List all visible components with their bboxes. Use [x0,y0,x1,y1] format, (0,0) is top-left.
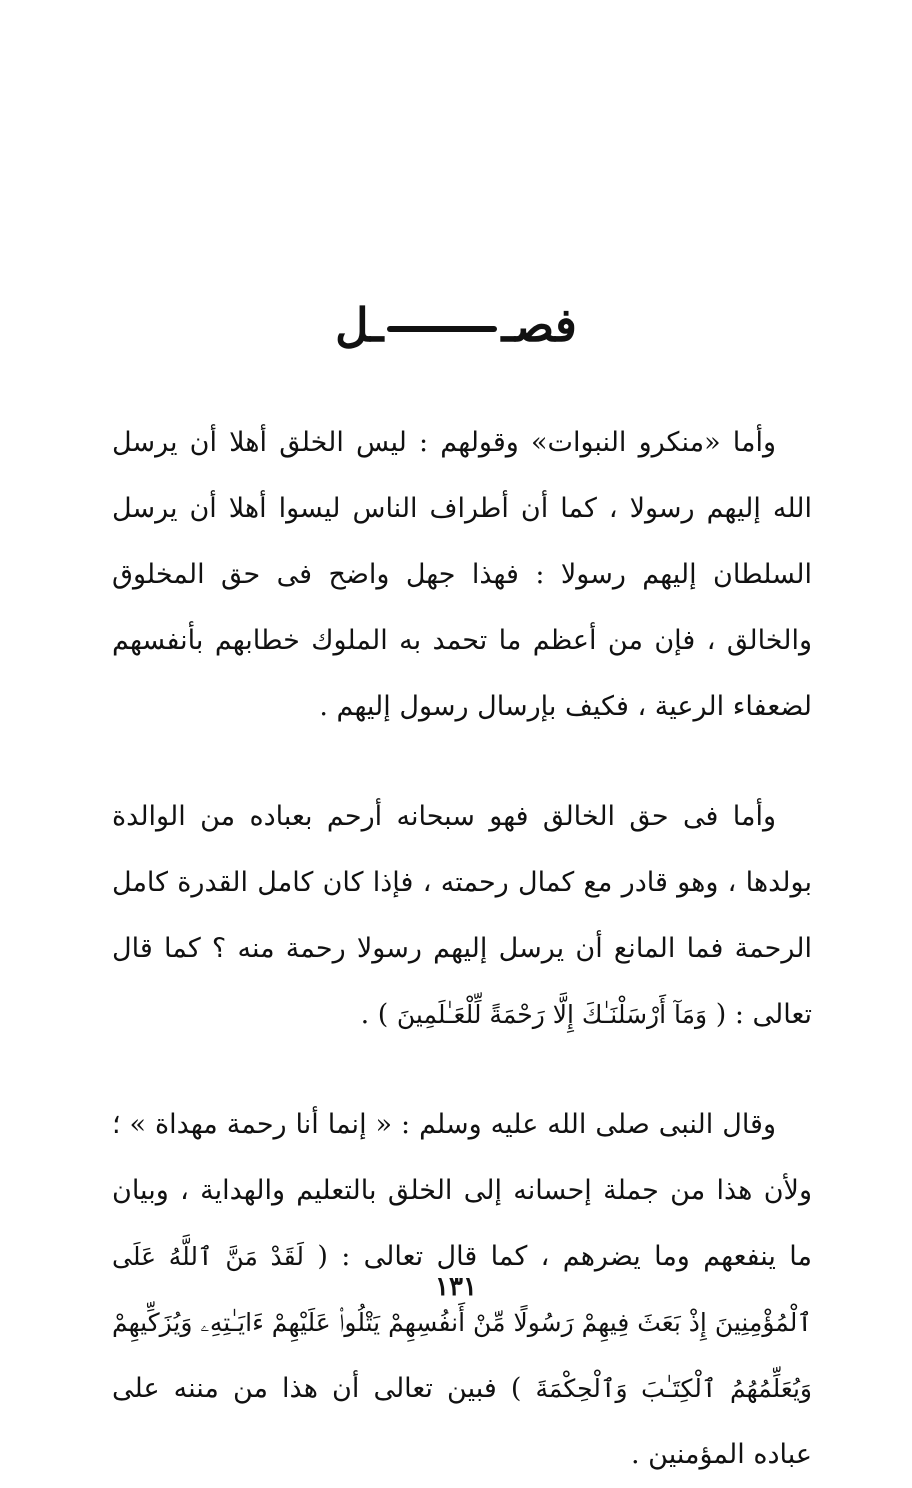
heading-kashida-stroke [387,326,497,332]
chapter-heading-start: فصـ [501,298,577,352]
page-number: ١٣١ [435,1272,477,1302]
paragraph-3-closing: ) فبين تعالى أن هذا من مننه على عباده المؤمنين . [112,1373,812,1470]
quran-quote-2: لَقَدْ مَنَّ ٱللَّهُ عَلَى ٱلْمُؤْمِنِينَ إِذْ بَعَثَ فِيهِمْ رَسُولًا مِّنْ أَنفُسِهِمْ يَتْلُوا۟ عَلَيْهِمْ ءَايَـٰتِهِۦ وَيُزَكِّيهِمْ وَيُعَلِّمُهُمُ ٱلْكِتَـٰبَ وَٱلْحِكْمَةَ [112,1242,812,1403]
body-text [112,410,812,1488]
paragraph-1 [112,410,812,740]
chapter-heading [335,290,577,360]
paragraph-2 [112,784,812,1048]
chapter-heading-end: ـل [335,298,384,352]
paragraph-3-text: وقال النبى صلى الله عليه وسلم : « إنما أنا رحمة مهداة » ؛ ولأن هذا من جملة إحسانه إلى الخلق بالتعليم والهداية ، وبيان ما ينفعهم وما يضرهم ، كما قال تعالى : ( [112,1109,812,1272]
paragraph-2-text: وأما فى حق الخالق فهو سبحانه أرحم بعباده من الوالدة بولدها ، وهو قادر مع كمال رحمته ، فإذا كان كامل القدرة كامل الرحمة فما المانع أن يرسل إليهم رسولا رحمة منه ؟ كما قال تعالى : ( [112,801,812,1030]
paragraph-1-text: وأما «منكرو النبوات» وقولهم : ليس الخلق أهلا أن يرسل الله إليهم رسولا ، كما أن أطراف الناس ليسوا أهلا أن يرسل السلطان إليهم رسولا : فهذا جهل واضح فى حق المخلوق والخالق ، فإن من أعظم ما تحمد به الملوك خطابهم بأنفسهم لضعفاء الرعية ، فكيف بإرسال رسول إليهم . [112,427,812,722]
quran-quote-1: وَمَآ أَرْسَلْنَـٰكَ إِلَّا رَحْمَةً لِّلْعَـٰلَمِينَ [396,1000,708,1029]
paragraph-2-closing: ) . [360,999,389,1030]
chapter-heading-wrap [0,290,912,360]
